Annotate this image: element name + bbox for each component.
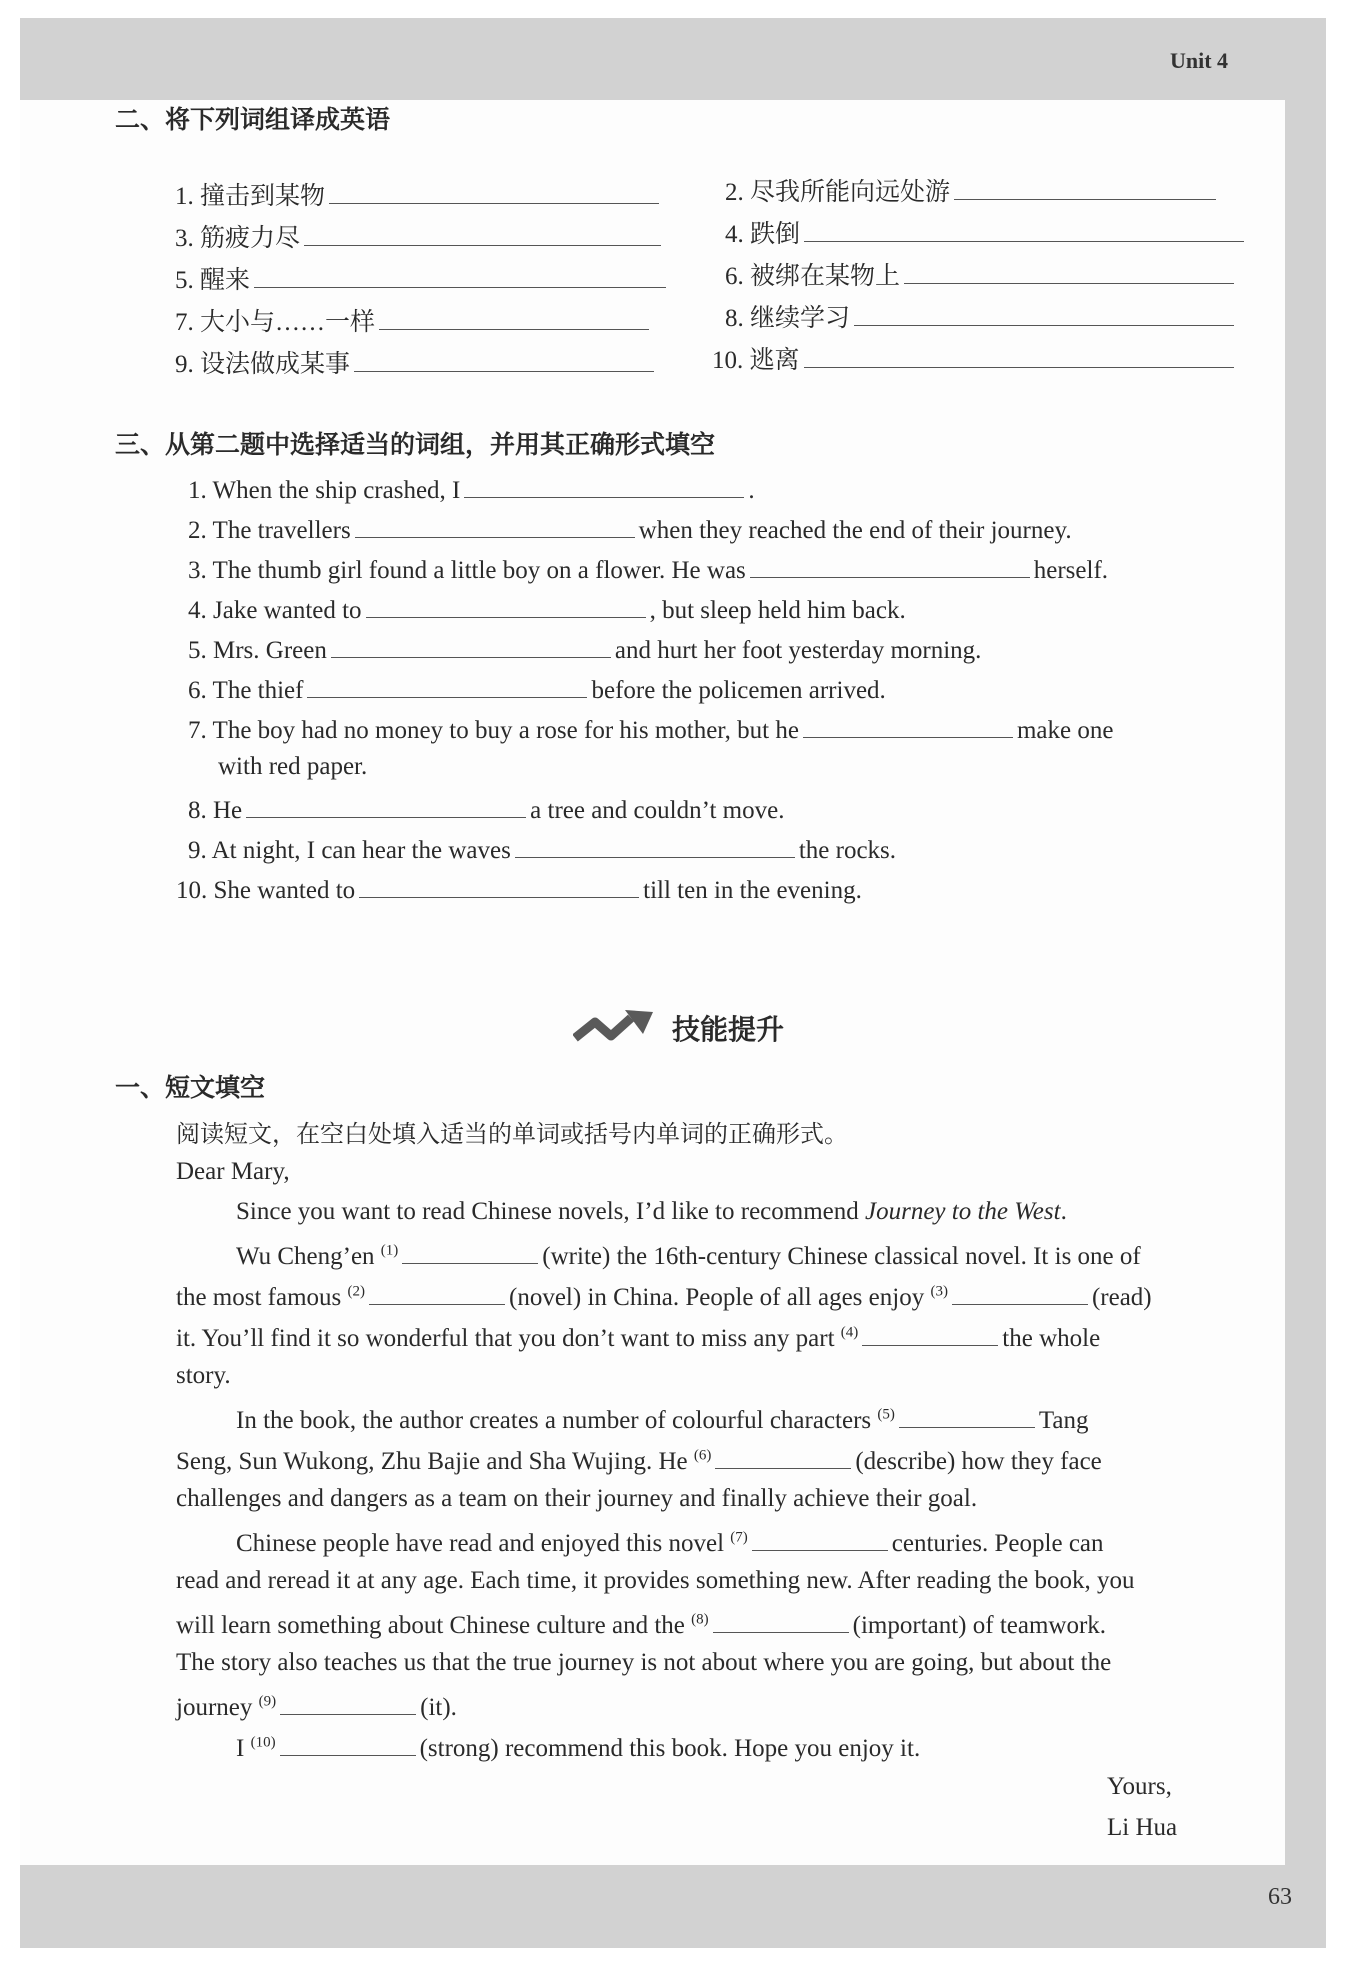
passage-line-4: it. You’ll find it so wonderful that you don’t want to miss any part $^{(4)}$ the whole [176, 1321, 1100, 1353]
passage-line-2: Wu Cheng’en $^{(1)}$ (write) the 16th-century Chinese classical novel. It is one of [236, 1239, 1141, 1271]
answer-blank[interactable] [379, 307, 649, 330]
blank-number: (9) [258, 1693, 277, 1710]
answer-blank-4[interactable] [862, 1321, 998, 1346]
book-title: Journey to the West [865, 1198, 1061, 1225]
phrase-item-8 [725, 298, 1238, 334]
answer-blank-6[interactable] [715, 1444, 851, 1469]
blank-number: (7) [730, 1529, 748, 1546]
passage-line-13: journey $^{(9)}$ (it). [176, 1690, 457, 1722]
passage-line-10: read and reread it at any age. Each time, it provides something new. After reading the book, you [176, 1567, 1135, 1594]
sentence-7-continued: with red paper. [218, 753, 368, 780]
answer-blank[interactable] [750, 553, 1030, 578]
phrase-item-3 [175, 218, 665, 254]
answer-blank-7[interactable] [752, 1526, 888, 1551]
blank-number: (5) [877, 1406, 895, 1423]
sentence-3: 3. The thumb girl found a little boy on a flower. He was herself. [188, 553, 1108, 585]
phrase-item-5 [175, 260, 670, 296]
passage-line-11: will learn something about Chinese culture and the $^{(8)}$ (important) of teamwork. [176, 1608, 1106, 1640]
phrase-text: 4. 跌倒 [725, 221, 801, 248]
phrase-text: 9. 设法做成某事 [175, 351, 351, 378]
phrase-item-4 [725, 214, 1248, 250]
passage-line-12: The story also teaches us that the true journey is not about where you are going, but about the [176, 1649, 1112, 1676]
blank-number: (3) [930, 1283, 948, 1300]
section2-title: 二、将下列词组译成英语 [115, 105, 391, 134]
passage-line-8: challenges and dangers as a team on their journey and finally achieve their goal. [176, 1485, 978, 1512]
answer-blank[interactable] [359, 873, 639, 898]
sentence-7: 7. The boy had no money to buy a rose for his mother, but he make one [188, 713, 1113, 745]
cloze-title: 一、短文填空 [115, 1073, 266, 1102]
phrase-text: 7. 大小与……一样 [175, 309, 376, 336]
answer-blank[interactable] [354, 349, 654, 372]
phrase-text: 2. 尽我所能向远处游 [725, 179, 951, 206]
sentence-1: 1. When the ship crashed, I . [188, 473, 755, 505]
answer-blank[interactable] [804, 345, 1234, 368]
letter-closing: Yours, [1107, 1773, 1172, 1800]
letter-signature: Li Hua [1107, 1814, 1178, 1841]
passage-line-3: the most famous $^{(2)}$ (novel) in China. People of all ages enjoy $^{(3)}$ (read) [176, 1280, 1152, 1312]
answer-blank-8[interactable] [713, 1608, 849, 1633]
phrase-text: 10. 逃离 [712, 347, 800, 374]
answer-blank-1[interactable] [402, 1239, 538, 1264]
answer-blank[interactable] [329, 181, 659, 204]
phrase-item-9 [175, 344, 658, 380]
passage-line-7: Seng, Sun Wukong, Zhu Bajie and Sha Wujing. He $^{(6)}$ (describe) how they face [176, 1444, 1102, 1476]
page-number: 63 [1268, 1884, 1292, 1910]
answer-blank[interactable] [464, 473, 744, 498]
phrase-text: 6. 被绑在某物上 [725, 263, 901, 290]
passage-line-6: In the book, the author creates a number of colourful characters $^{(5)}$ Tang [236, 1403, 1089, 1435]
blank-number: (6) [693, 1447, 712, 1464]
section3-title: 三、从第二题中选择适当的词组，并用其正确形式填空 [115, 430, 716, 459]
skills-section-title: 技能提升 [672, 1013, 785, 1046]
phrase-text: 5. 醒来 [175, 267, 251, 294]
blank-number: (10) [250, 1734, 276, 1751]
answer-blank[interactable] [254, 265, 666, 288]
answer-blank-9[interactable] [280, 1690, 416, 1715]
blank-number: (1) [380, 1242, 399, 1259]
sentence-6: 6. The thief before the policemen arrived. [188, 673, 886, 705]
phrase-item-2 [725, 172, 1220, 208]
phrase-text: 3. 筋疲力尽 [175, 225, 301, 252]
phrase-item-6 [725, 256, 1238, 292]
passage-line-5: story. [176, 1362, 231, 1389]
phrase-text: 8. 继续学习 [725, 305, 851, 332]
answer-blank[interactable] [854, 303, 1234, 326]
answer-blank[interactable] [304, 223, 661, 246]
unit-label: Unit 4 [1170, 48, 1229, 73]
answer-blank[interactable] [804, 219, 1244, 242]
answer-blank[interactable] [803, 713, 1013, 738]
answer-blank[interactable] [515, 833, 795, 858]
blank-number: (2) [347, 1283, 366, 1300]
sentence-4: 4. Jake wanted to , but sleep held him back. [188, 593, 906, 625]
phrase-item-10 [712, 340, 1238, 376]
sentence-8: 8. He a tree and couldn’t move. [188, 793, 784, 825]
phrase-text: 1. 撞击到某物 [175, 183, 326, 210]
phrase-item-1 [175, 176, 663, 212]
answer-blank[interactable] [246, 793, 526, 818]
sentence-10: 10. She wanted to till ten in the evening. [176, 873, 862, 905]
answer-blank-2[interactable] [369, 1280, 505, 1305]
answer-blank-10[interactable] [280, 1731, 416, 1756]
answer-blank[interactable] [331, 633, 611, 658]
cloze-instruction: 阅读短文，在空白处填入适当的单词或括号内单词的正确形式。 [176, 1120, 848, 1148]
answer-blank-5[interactable] [899, 1403, 1035, 1428]
blank-number: (8) [691, 1611, 709, 1628]
trend-arrow-icon [573, 1010, 655, 1046]
letter-greeting: Dear Mary, [176, 1158, 290, 1185]
answer-blank[interactable] [307, 673, 587, 698]
phrase-item-7 [175, 302, 653, 338]
answer-blank[interactable] [904, 261, 1234, 284]
passage-line-1: Since you want to read Chinese novels, I’d like to recommend Journey to the West. [236, 1198, 1067, 1225]
passage-line-14: I $^{(10)}$ (strong) recommend this book. Hope you enjoy it. [236, 1731, 920, 1763]
answer-blank[interactable] [355, 513, 635, 538]
answer-blank[interactable] [366, 593, 646, 618]
sentence-5: 5. Mrs. Green and hurt her foot yesterday morning. [188, 633, 981, 665]
answer-blank[interactable] [954, 177, 1216, 200]
sentence-9: 9. At night, I can hear the waves the rocks. [188, 833, 896, 865]
sentence-2: 2. The travellers when they reached the end of their journey. [188, 513, 1072, 545]
blank-number: (4) [840, 1324, 859, 1341]
passage-line-9: Chinese people have read and enjoyed this novel $^{(7)}$ centuries. People can [236, 1526, 1104, 1558]
answer-blank-3[interactable] [952, 1280, 1088, 1305]
